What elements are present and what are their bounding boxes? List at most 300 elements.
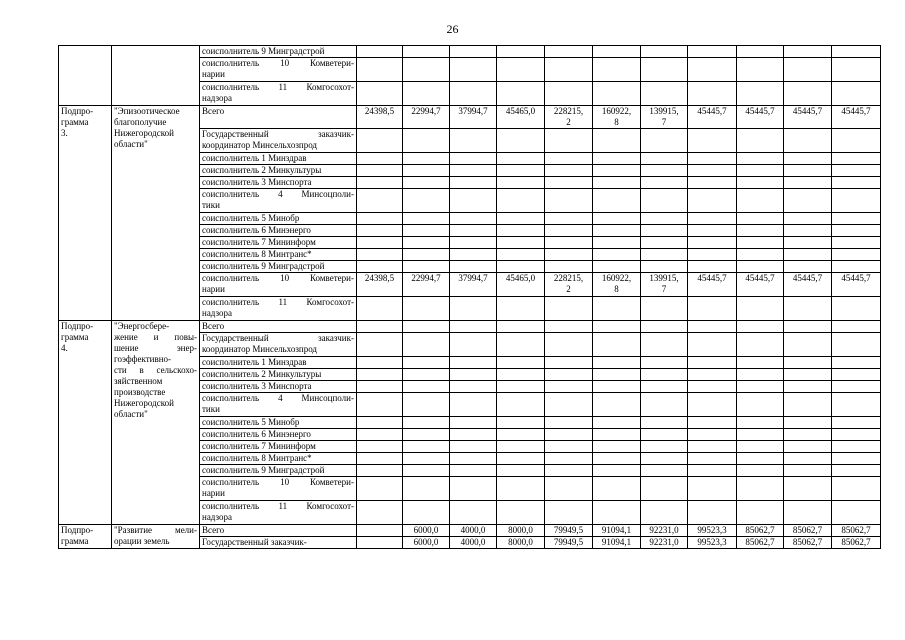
executor-cell: Государственный заказчик- (200, 537, 357, 549)
value-cell (403, 453, 450, 465)
value-cell (357, 453, 403, 465)
executor-cell: соисполнитель 2 Минкультуры (200, 165, 357, 177)
value-cell (688, 177, 737, 189)
value-cell (784, 261, 832, 273)
value-cell (737, 129, 784, 153)
value-cell (357, 189, 403, 213)
value-cell (784, 501, 832, 525)
value-cell (545, 453, 593, 465)
value-cell (545, 177, 593, 189)
value-cell (497, 129, 545, 153)
value-cell (403, 249, 450, 261)
value-cell (688, 237, 737, 249)
value-cell (357, 129, 403, 153)
value-cell (403, 177, 450, 189)
value-cell (593, 249, 641, 261)
value-cell (593, 501, 641, 525)
value-cell (357, 333, 403, 357)
value-cell: 24398,5 (357, 273, 403, 297)
value-cell (784, 153, 832, 165)
value-cell: 228215, 2 (545, 106, 593, 129)
value-cell (497, 177, 545, 189)
value-cell (737, 46, 784, 58)
value-cell (784, 213, 832, 225)
value-cell (593, 441, 641, 453)
value-cell (450, 177, 497, 189)
value-cell (545, 441, 593, 453)
value-cell (545, 58, 593, 82)
value-cell (737, 393, 784, 417)
value-cell: 6000,0 (403, 525, 450, 537)
value-cell (403, 465, 450, 477)
value-cell (497, 237, 545, 249)
value-cell (545, 501, 593, 525)
executor-cell: соисполнитель 9 Минградстрой (200, 261, 357, 273)
value-cell (832, 46, 881, 58)
value-cell: 85062,7 (737, 537, 784, 549)
value-cell (357, 225, 403, 237)
value-cell (832, 261, 881, 273)
page-number: 26 (446, 22, 459, 36)
value-cell (737, 213, 784, 225)
value-cell (545, 249, 593, 261)
value-cell (832, 213, 881, 225)
executor-cell: Государственный заказчик- координатор Минсельхозпрод (200, 333, 357, 357)
value-cell (688, 381, 737, 393)
value-cell (450, 465, 497, 477)
value-cell (641, 393, 688, 417)
value-cell (403, 82, 450, 106)
value-cell (357, 213, 403, 225)
value-cell (688, 477, 737, 501)
value-cell (688, 465, 737, 477)
value-cell (737, 417, 784, 429)
value-cell: 45465,0 (497, 106, 545, 129)
value-cell: 6000,0 (403, 537, 450, 549)
value-cell: 4000,0 (450, 525, 497, 537)
value-cell (497, 381, 545, 393)
value-cell: 139915, 7 (641, 106, 688, 129)
value-cell (641, 369, 688, 381)
value-cell (832, 381, 881, 393)
value-cell: 45445,7 (737, 273, 784, 297)
value-cell (784, 477, 832, 501)
value-cell (641, 225, 688, 237)
value-cell (832, 189, 881, 213)
value-cell (832, 237, 881, 249)
value-cell (593, 465, 641, 477)
value-cell: 45445,7 (784, 106, 832, 129)
value-cell: 228215, 2 (545, 273, 593, 297)
value-cell (593, 321, 641, 333)
value-cell (737, 177, 784, 189)
value-cell (737, 369, 784, 381)
value-cell (497, 501, 545, 525)
value-cell (737, 297, 784, 321)
value-cell (641, 381, 688, 393)
executor-cell: соисполнитель 4 Минсоцполи- тики (200, 393, 357, 417)
value-cell: 91094,1 (593, 525, 641, 537)
value-cell: 45465,0 (497, 273, 545, 297)
executor-cell: соисполнитель 2 Минкультуры (200, 369, 357, 381)
value-cell (357, 501, 403, 525)
budget-table (58, 45, 881, 549)
value-cell (545, 261, 593, 273)
value-cell (688, 321, 737, 333)
value-cell (641, 297, 688, 321)
value-cell (784, 357, 832, 369)
value-cell (737, 465, 784, 477)
executor-cell: соисполнитель 1 Минздрав (200, 153, 357, 165)
executor-cell: соисполнитель 4 Минсоцполи- тики (200, 189, 357, 213)
value-cell: 45445,7 (832, 106, 881, 129)
value-cell (737, 153, 784, 165)
value-cell (688, 261, 737, 273)
value-cell (497, 213, 545, 225)
value-cell (450, 477, 497, 501)
value-cell (357, 177, 403, 189)
value-cell: 22994,7 (403, 273, 450, 297)
table-row (59, 46, 881, 58)
value-cell (357, 237, 403, 249)
value-cell: 92231,0 (641, 537, 688, 549)
value-cell (593, 429, 641, 441)
value-cell (497, 441, 545, 453)
value-cell (497, 153, 545, 165)
value-cell (593, 165, 641, 177)
executor-cell: Государственный заказчик- координатор Минсельхозпрод (200, 129, 357, 153)
value-cell (357, 82, 403, 106)
value-cell: 79949,5 (545, 525, 593, 537)
value-cell: 85062,7 (784, 525, 832, 537)
value-cell (357, 58, 403, 82)
value-cell (403, 237, 450, 249)
value-cell (688, 165, 737, 177)
executor-cell: соисполнитель 5 Минобр (200, 213, 357, 225)
executor-cell: соисполнитель 7 Мининформ (200, 441, 357, 453)
value-cell (593, 369, 641, 381)
value-cell (497, 249, 545, 261)
value-cell (403, 429, 450, 441)
value-cell: 79949,5 (545, 537, 593, 549)
value-cell (784, 453, 832, 465)
value-cell (497, 225, 545, 237)
value-cell (688, 357, 737, 369)
value-cell (832, 225, 881, 237)
value-cell (497, 261, 545, 273)
value-cell (450, 453, 497, 465)
executor-cell: соисполнитель 1 Минздрав (200, 357, 357, 369)
value-cell (357, 537, 403, 549)
value-cell (641, 165, 688, 177)
value-cell: 37994,7 (450, 106, 497, 129)
value-cell (497, 58, 545, 82)
table-row (59, 321, 881, 333)
value-cell (357, 249, 403, 261)
subprogram-name-cell: "Энергосбере- жение и повы- шение энер- гоэффективно- сти в сельскохо- зяйственном производстве Нижегородской области" (112, 321, 200, 525)
value-cell (403, 417, 450, 429)
value-cell (497, 357, 545, 369)
value-cell (737, 189, 784, 213)
value-cell (545, 333, 593, 357)
value-cell: 8000,0 (497, 537, 545, 549)
executor-cell: соисполнитель 3 Минспорта (200, 177, 357, 189)
value-cell (497, 297, 545, 321)
value-cell (450, 393, 497, 417)
value-cell (545, 297, 593, 321)
value-cell (403, 477, 450, 501)
value-cell: 85062,7 (832, 525, 881, 537)
subprogram-number-cell: Подпро- грамма 4. (59, 321, 112, 525)
executor-cell: соисполнитель 10 Комветери- нарии (200, 58, 357, 82)
value-cell (357, 369, 403, 381)
value-cell (832, 465, 881, 477)
value-cell (641, 357, 688, 369)
value-cell (450, 165, 497, 177)
value-cell: 45445,7 (832, 273, 881, 297)
value-cell (784, 189, 832, 213)
value-cell (545, 429, 593, 441)
value-cell (688, 453, 737, 465)
value-cell (784, 333, 832, 357)
value-cell (641, 501, 688, 525)
value-cell (737, 82, 784, 106)
value-cell (688, 441, 737, 453)
value-cell (641, 453, 688, 465)
value-cell (593, 46, 641, 58)
value-cell (784, 58, 832, 82)
value-cell (688, 58, 737, 82)
subprogram-name-cell: "Эпизоотическое благополучие Нижегородской области" (112, 106, 200, 321)
table-row (59, 106, 881, 129)
executor-cell: Всего (200, 106, 357, 129)
value-cell (784, 465, 832, 477)
value-cell (832, 321, 881, 333)
value-cell (403, 58, 450, 82)
value-cell (832, 429, 881, 441)
value-cell (450, 417, 497, 429)
value-cell (357, 165, 403, 177)
value-cell (403, 369, 450, 381)
value-cell: 22994,7 (403, 106, 450, 129)
value-cell (832, 177, 881, 189)
value-cell (688, 225, 737, 237)
value-cell (403, 357, 450, 369)
value-cell (593, 381, 641, 393)
value-cell (832, 129, 881, 153)
value-cell (497, 46, 545, 58)
value-cell (688, 297, 737, 321)
value-cell (641, 237, 688, 249)
executor-cell: соисполнитель 8 Минтранс* (200, 249, 357, 261)
value-cell (593, 82, 641, 106)
value-cell (641, 213, 688, 225)
value-cell (737, 261, 784, 273)
value-cell (641, 333, 688, 357)
value-cell (450, 381, 497, 393)
value-cell (832, 82, 881, 106)
value-cell (784, 177, 832, 189)
value-cell (641, 249, 688, 261)
value-cell (737, 321, 784, 333)
value-cell (784, 417, 832, 429)
value-cell (497, 333, 545, 357)
value-cell: 45445,7 (737, 106, 784, 129)
value-cell (784, 441, 832, 453)
value-cell (641, 82, 688, 106)
value-cell (545, 165, 593, 177)
value-cell (688, 82, 737, 106)
executor-cell: Всего (200, 525, 357, 537)
value-cell (593, 189, 641, 213)
value-cell (641, 261, 688, 273)
value-cell (784, 237, 832, 249)
value-cell (357, 321, 403, 333)
value-cell (737, 249, 784, 261)
value-cell (641, 46, 688, 58)
table-row (59, 525, 881, 537)
value-cell (403, 381, 450, 393)
value-cell (545, 189, 593, 213)
value-cell (450, 189, 497, 213)
subprogram-number-cell: Подпро- грамма (59, 525, 112, 549)
value-cell (832, 153, 881, 165)
executor-cell: соисполнитель 6 Минэнерго (200, 225, 357, 237)
value-cell: 4000,0 (450, 537, 497, 549)
value-cell (688, 393, 737, 417)
value-cell (403, 501, 450, 525)
value-cell (784, 429, 832, 441)
value-cell (832, 58, 881, 82)
value-cell (497, 477, 545, 501)
value-cell (641, 417, 688, 429)
value-cell (357, 261, 403, 273)
value-cell (593, 129, 641, 153)
value-cell (832, 369, 881, 381)
value-cell (545, 357, 593, 369)
value-cell (593, 477, 641, 501)
value-cell (832, 297, 881, 321)
value-cell (357, 153, 403, 165)
value-cell (784, 321, 832, 333)
value-cell (450, 249, 497, 261)
value-cell (545, 129, 593, 153)
value-cell (641, 321, 688, 333)
value-cell (593, 177, 641, 189)
value-cell (403, 165, 450, 177)
value-cell (545, 82, 593, 106)
value-cell (784, 225, 832, 237)
value-cell (832, 417, 881, 429)
value-cell (737, 58, 784, 82)
executor-cell: соисполнитель 11 Комгосохот- надзора (200, 501, 357, 525)
value-cell: 45445,7 (688, 106, 737, 129)
value-cell (545, 237, 593, 249)
value-cell (737, 333, 784, 357)
value-cell (357, 429, 403, 441)
value-cell (784, 129, 832, 153)
value-cell (545, 225, 593, 237)
value-cell: 45445,7 (688, 273, 737, 297)
value-cell (450, 237, 497, 249)
value-cell (593, 261, 641, 273)
value-cell (832, 357, 881, 369)
value-cell (545, 46, 593, 58)
value-cell (593, 297, 641, 321)
value-cell (832, 393, 881, 417)
value-cell: 160922, 8 (593, 106, 641, 129)
value-cell (641, 429, 688, 441)
value-cell: 91094,1 (593, 537, 641, 549)
value-cell (545, 417, 593, 429)
executor-cell: соисполнитель 9 Минградстрой (200, 46, 357, 58)
value-cell (737, 381, 784, 393)
value-cell (832, 249, 881, 261)
value-cell (641, 153, 688, 165)
value-cell (497, 189, 545, 213)
value-cell (545, 381, 593, 393)
value-cell (450, 213, 497, 225)
value-cell: 160922, 8 (593, 273, 641, 297)
value-cell (403, 333, 450, 357)
value-cell (497, 321, 545, 333)
value-cell (403, 129, 450, 153)
value-cell (593, 225, 641, 237)
value-cell: 45445,7 (784, 273, 832, 297)
value-cell (450, 82, 497, 106)
value-cell (641, 465, 688, 477)
value-cell (641, 189, 688, 213)
value-cell (403, 261, 450, 273)
value-cell (641, 129, 688, 153)
value-cell (450, 153, 497, 165)
value-cell (641, 477, 688, 501)
value-cell (357, 46, 403, 58)
value-cell (403, 441, 450, 453)
value-cell (641, 441, 688, 453)
value-cell (688, 429, 737, 441)
value-cell (497, 417, 545, 429)
value-cell (357, 393, 403, 417)
value-cell (688, 369, 737, 381)
value-cell (593, 453, 641, 465)
value-cell (688, 333, 737, 357)
subprogram-number-cell: Подпро- грамма 3. (59, 106, 112, 321)
value-cell (688, 129, 737, 153)
value-cell (688, 213, 737, 225)
value-cell (545, 213, 593, 225)
subprogram-name-cell: "Развитие мели- орации земель (112, 525, 200, 549)
value-cell (737, 453, 784, 465)
value-cell (357, 441, 403, 453)
executor-cell: соисполнитель 8 Минтранс* (200, 453, 357, 465)
value-cell (784, 82, 832, 106)
value-cell (545, 153, 593, 165)
value-cell: 8000,0 (497, 525, 545, 537)
value-cell (450, 357, 497, 369)
value-cell (784, 369, 832, 381)
value-cell (641, 58, 688, 82)
executor-cell: соисполнитель 6 Минэнерго (200, 429, 357, 441)
value-cell: 92231,0 (641, 525, 688, 537)
value-cell (450, 321, 497, 333)
value-cell (593, 153, 641, 165)
value-cell (403, 46, 450, 58)
executor-cell: соисполнитель 10 Комветери- нарии (200, 273, 357, 297)
value-cell (357, 525, 403, 537)
value-cell (403, 321, 450, 333)
value-cell (784, 165, 832, 177)
